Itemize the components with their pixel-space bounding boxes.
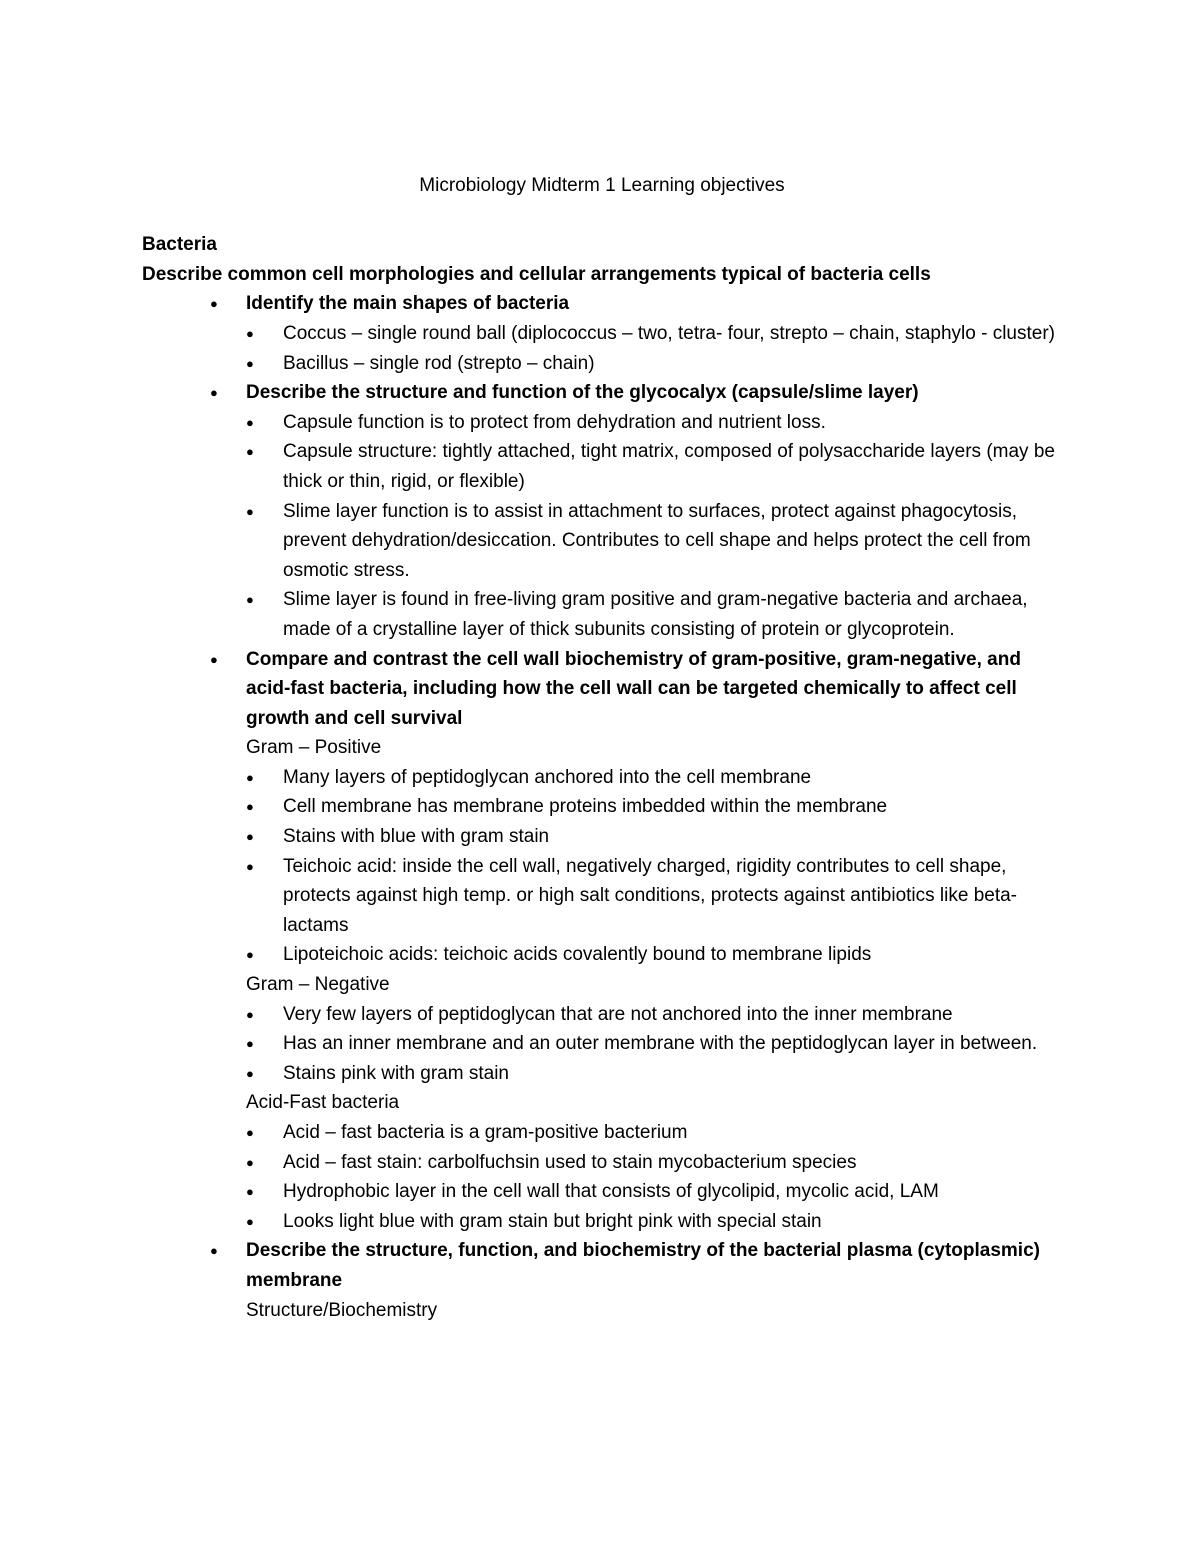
bullet-icon: ● [246,858,254,874]
bullet-icon: ● [246,503,254,519]
list-item [142,763,1062,793]
objective-item-heading: Describe the structure and function of the glycocalyx (capsule/slime layer) [246,382,919,404]
objectives-outline [142,289,1062,1325]
bullet-icon: ● [246,414,254,430]
list-item [142,792,1062,822]
bullet-icon: ● [246,1006,254,1022]
objective-item-heading: Identify the main shapes of bacteria [246,293,570,315]
list-item [142,1000,1062,1030]
group-subhead: Structure/Biochemistry [246,1299,438,1321]
bullet-icon: ● [246,1125,254,1140]
list-item-text: Slime layer function is to assist in attachment to surfaces, protect against phagocytosis, prevent dehydration/desiccation. Contributes to cell shape and helps protect the cell from osmotic stress. [283,500,1031,581]
list-item [142,319,1062,349]
list-item [142,1148,1062,1178]
list-item [142,940,1062,970]
list-item-text: Many layers of peptidoglycan anchored into the cell membrane [283,766,812,788]
objective-item [142,289,1062,319]
bullet-icon: ● [246,1213,254,1229]
bullet-icon: ● [246,1036,254,1052]
list-item [142,497,1062,586]
document-content [142,171,1062,1325]
objective-item-heading: Describe the structure, function, and biochemistry of the bacterial plasma (cytoplasmic) membrane [246,1240,1040,1291]
bullet-icon: ● [246,769,254,785]
list-item-text: Stains with blue with gram stain [283,826,550,848]
list-item [142,852,1062,941]
list-item-text: Looks light blue with gram stain but bright pink with special stain [283,1210,822,1232]
list-item [142,1029,1062,1059]
objective-item-heading: Compare and contrast the cell wall biochemistry of gram-positive, gram-negative, and acid-fast bacteria, including how the cell wall can be targeted chemically to affect cell growth and cell survival [246,648,1021,729]
section-heading: Bacteria [142,234,217,256]
bullet-icon: ● [210,296,218,312]
objective-item [142,1236,1062,1295]
list-item-text: Has an inner membrane and an outer membrane with the peptidoglycan layer in between. [283,1033,1038,1055]
list-item [142,822,1062,852]
list-item-text: Capsule structure: tightly attached, tight matrix, composed of polysaccharide layers (may be thick or thin, rigid, or flexible) [283,441,1055,492]
bullet-icon: ● [246,1154,254,1170]
bullet-icon: ● [246,1065,254,1081]
bullet-icon: ● [246,325,254,341]
list-item-text: Teichoic acid: inside the cell wall, negatively charged, rigidity contributes to cell shape, protects against high temp. or high salt conditions, protects against antibiotics like beta- lactams [283,855,1018,936]
list-item-text: Lipoteichoic acids: teichoic acids covalently bound to membrane lipids [283,944,872,966]
bullet-icon: ● [210,1243,218,1259]
group-subhead: Gram – Negative [246,974,390,996]
list-item [142,1207,1062,1237]
list-item [142,585,1062,644]
list-item [142,1177,1062,1207]
list-item-text: Bacillus – single rod (strepto – chain) [283,352,595,374]
list-item-text: Capsule function is to protect from dehydration and nutrient loss. [283,411,826,433]
objective-heading: Describe common cell morphologies and cellular arrangements typical of bacteria cells [142,263,931,285]
bullet-icon: ● [246,947,254,963]
bullet-icon: ● [246,592,254,608]
bullet-icon: ● [210,385,218,401]
list-item-text: Cell membrane has membrane proteins imbedded within the membrane [283,796,888,818]
list-item [142,408,1062,438]
list-item-text: Acid – fast stain: carbolfuchsin used to stain mycobacterium species [283,1151,857,1173]
objective-item [142,645,1062,734]
bullet-icon: ● [246,1184,254,1200]
group-subhead: Acid-Fast bacteria [246,1092,400,1114]
list-item [142,1059,1062,1089]
bullet-icon: ● [246,444,254,460]
objective-item [142,378,1062,408]
group-subhead: Gram – Positive [246,737,382,759]
list-item [142,437,1062,496]
list-item [142,349,1062,379]
bullet-icon: ● [246,829,254,845]
list-item-text: Acid – fast bacteria is a gram-positive bacterium [283,1122,688,1143]
list-item-text: Coccus – single round ball (diplococcus – two, tetra- four, strepto – chain, staphylo - cluster) [283,322,1055,344]
list-item-text: Very few layers of peptidoglycan that are not anchored into the inner membrane [283,1003,953,1025]
list-item-text: Stains pink with gram stain [283,1062,509,1084]
list-item-text: Hydrophobic layer in the cell wall that consists of glycolipid, mycolic acid, LAM [283,1181,939,1203]
bullet-icon: ● [246,799,254,815]
bullet-icon: ● [246,355,254,371]
list-item [142,1118,1062,1148]
bullet-icon: ● [210,651,218,667]
list-item-text: Slime layer is found in free-living gram positive and gram-negative bacteria and archaea, made of a crystalline layer of thick subunits consisting of protein or glycoprotein. [283,589,1028,640]
document-title: Microbiology Midterm 1 Learning objectives [419,175,785,196]
